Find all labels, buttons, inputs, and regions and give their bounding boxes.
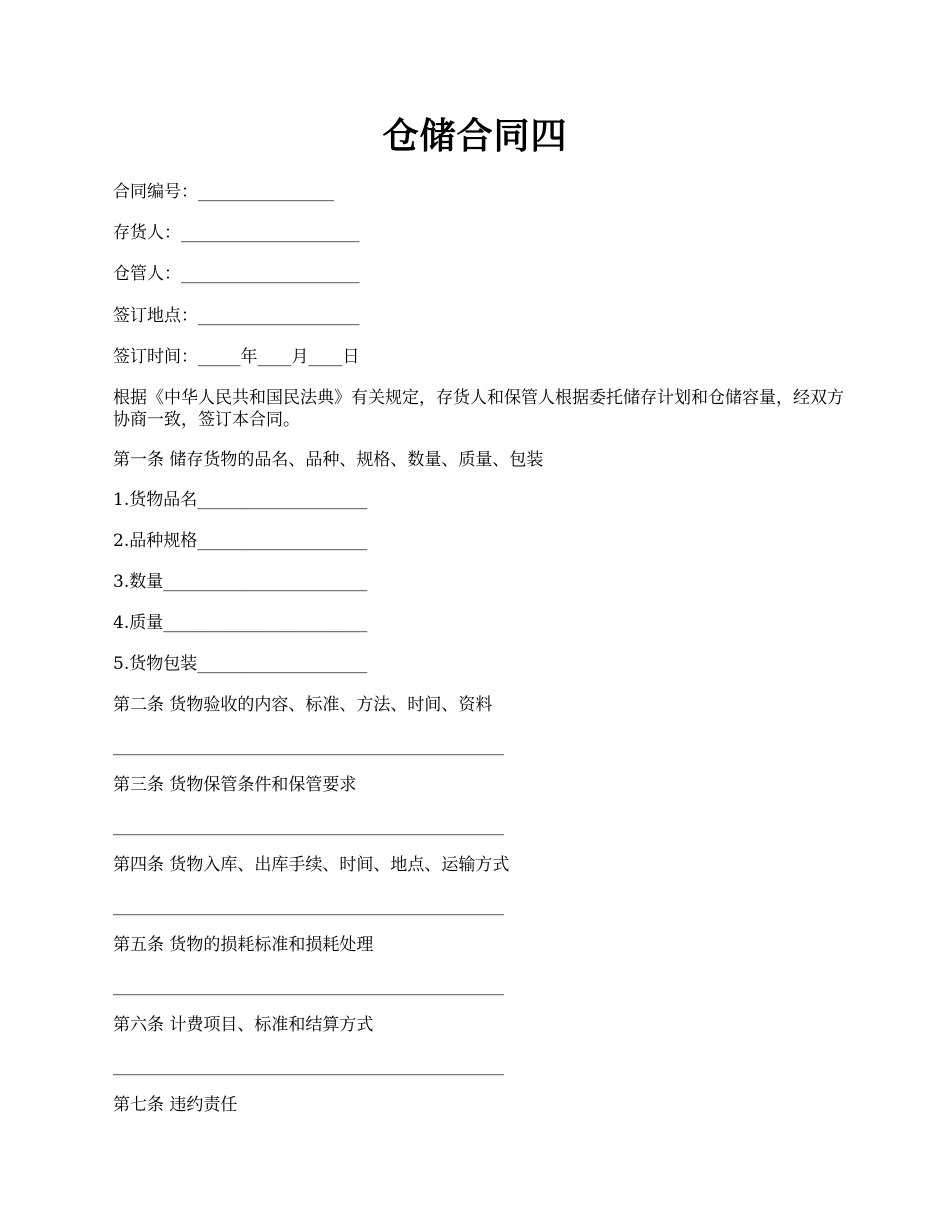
depositor-field: 存货人：_____________________ (113, 223, 360, 243)
article-3-blank-line: ______________________________________________ (113, 816, 504, 836)
article-2-heading: 第二条 货物验收的内容、标准、方法、时间、资料 (113, 695, 493, 715)
article-1-item-specification: 2.品种规格____________________ (113, 531, 368, 551)
signing-place-field: 签订地点：___________________ (113, 306, 360, 326)
preamble-paragraph: 根据《中华人民共和国民法典》有关规定，存货人和保管人根据委托储存计划和仓储容量，经双方协商一致，签订本合同。 (113, 388, 844, 430)
article-6-blank-line: ______________________________________________ (113, 1056, 504, 1076)
article-4-heading: 第四条 货物入库、出库手续、时间、地点、运输方式 (113, 855, 510, 875)
article-1-heading: 第一条 储存货物的品名、品种、规格、数量、质量、包装 (113, 450, 544, 470)
article-2-blank-line: ______________________________________________ (113, 736, 504, 756)
signing-time-field: 签订时间：_____年____月____日 (113, 347, 360, 367)
article-6-heading: 第六条 计费项目、标准和结算方式 (113, 1015, 374, 1035)
article-5-blank-line: ______________________________________________ (113, 976, 504, 996)
document-title: 仓储合同四 (382, 115, 568, 157)
article-7-heading: 第七条 违约责任 (113, 1095, 238, 1115)
article-1-item-quantity: 3.数量________________________ (113, 572, 368, 592)
article-1-item-quality: 4.质量________________________ (113, 613, 368, 633)
article-3-heading: 第三条 货物保管条件和保管要求 (113, 775, 357, 795)
article-1-item-packaging: 5.货物包装____________________ (113, 654, 368, 674)
article-5-heading: 第五条 货物的损耗标准和损耗处理 (113, 935, 374, 955)
warehouse-keeper-field: 仓管人：_____________________ (113, 264, 360, 284)
article-1-item-goods-name: 1.货物品名____________________ (113, 490, 368, 510)
article-4-blank-line: ______________________________________________ (113, 896, 504, 916)
contract-number-field: 合同编号：________________ (113, 182, 334, 202)
